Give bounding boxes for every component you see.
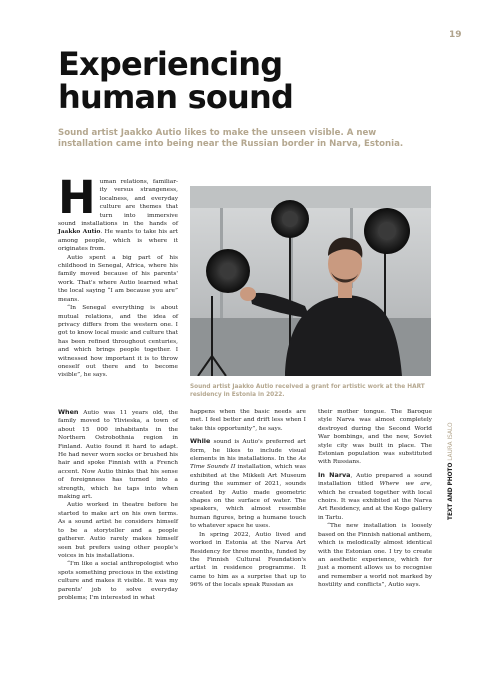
col3-p2-a: , Autio prepared a sound installation titled — [318, 472, 432, 488]
intro-p1-start: uman relations, familiarity versus strangeness, localness, and everyday culture are themes that turn into immersive sound installations in the hands of — [58, 179, 178, 228]
body-column-1 — [58, 408, 178, 602]
col2-paragraph-1: happens when the basic needs are met. I feel better and drift less when I take this opportunity”, he says. — [190, 409, 306, 432]
intro-paragraph-2: Autio spent a big part of his childhood in Senegal, Africa, where his family moved because of his parents' work. That's where Autio learned what the local saying “I am because you are” means. — [58, 254, 178, 303]
drop-cap: H — [58, 171, 96, 224]
col2-p2-a: sound is Autio's preferred art form, he likes to include visual elements in his installations. In the — [190, 439, 306, 463]
col1-paragraph-3: “I'm like a social anthropologist who spots something precious in the existing culture and makes it visible. It was my parents' job to solve everyday problems; I'm interested in what — [58, 561, 178, 601]
col1-paragraph-2: Autio worked in theatre before he started to make art on his own terms. As a sound artist he considers himself to be a storyteller and a people gatherer. Autio rarely makes himself seen but prefers using other people's voices in his installations. — [58, 502, 178, 559]
col2-lead-in: While — [190, 437, 211, 446]
col2-p2-b: installation, which was exhibited at the Mikkeli Art Museum during the summer of 2021, sounds created by Autio made geometric shapes on the surface of water. The speakers, which almost resemble human figures, bring a humane touch to whatever space he uses. — [190, 464, 306, 530]
col2-paragraph-2 — [190, 437, 306, 530]
credit-label: TEXT AND PHOTO — [448, 462, 454, 520]
article-lead: Sound artist Jaakko Autio likes to make the unseen visible. A new installation came into being near the Russian border in Narva, Estonia. — [58, 128, 404, 149]
col1-p1-text: Autio was 11 years old, the family moved to Ylivieska, a town of about 15 000 inhabitants in the Northern Ostrobothnia region in Finland. Autio found it hard to adapt. He had never worn socks or brushed his hair and spoke Finnish with a French accent. Now Autio thinks that his sense of foreignness has turned into a strength, which he taps into when making art. — [58, 410, 178, 501]
col3-work-title: Where we are — [379, 481, 431, 488]
credit-name: LAURA ISALO — [448, 422, 454, 461]
photo-credit — [448, 390, 454, 520]
intro-paragraph-1 — [58, 171, 178, 254]
col3-p2-b: , which he created together with local choirs. It was exhibited at the Narva Art Residency, and at the Kogo gallery in Tartu. — [318, 481, 432, 521]
artist-photo — [190, 186, 431, 376]
col3-lead-in: In Narva — [318, 470, 351, 479]
intro-paragraph-3: “In Senegal everything is about mutual relations, and the idea of privacy differs from the western one. I got to know local music and culture that has been refined throughout centuries, and which brings people together. I witnessed how important it is to throw oneself out there and to become visible”, he says. — [58, 305, 178, 379]
artist-name: Jaakko Autio — [58, 229, 101, 236]
body-column-3 — [318, 408, 432, 590]
col2-paragraph-3: In spring 2022, Autio lived and worked in Estonia at the Narva Art Residency for three months, funded by the Finnish Cultural Foundation's artist in residence programme. It came to him as a surprise that up to 96% of the locals speak Russian as — [190, 531, 306, 589]
title-line-2: human sound — [58, 78, 294, 116]
page-number: 19 — [449, 30, 462, 40]
body-column-2 — [190, 408, 306, 590]
col3-paragraph-3: “The new installation is loosely based on the Finnish national anthem, which is melodically almost identical with the Estonian one. I try to create an aesthetic experience, which for just a moment allows us to recognise and remember a world not marked by hostility and conflicts”, Autio says. — [318, 523, 432, 589]
col1-paragraph-1 — [58, 408, 178, 501]
photo-caption: Sound artist Jaakko Autio received a grant for artistic work at the HART residency in Estonia in 2022. — [190, 384, 425, 399]
col1-lead-in: When — [58, 408, 79, 416]
article-title — [58, 45, 294, 116]
title-line-1: Experiencing — [58, 45, 283, 83]
col3-paragraph-1: their mother tongue. The Baroque style Narva was almost completely destroyed during the Second World War bombings, and the new, Soviet style city was built in place. The Estonian population was substituted with Russians. — [318, 409, 432, 466]
intro-column — [58, 171, 178, 380]
intro-p1-end: . He wants to take his art among people, which is where it originates from. — [58, 229, 178, 253]
col2-work-title: As Time Sounds II — [190, 456, 306, 471]
col3-paragraph-2 — [318, 471, 432, 522]
